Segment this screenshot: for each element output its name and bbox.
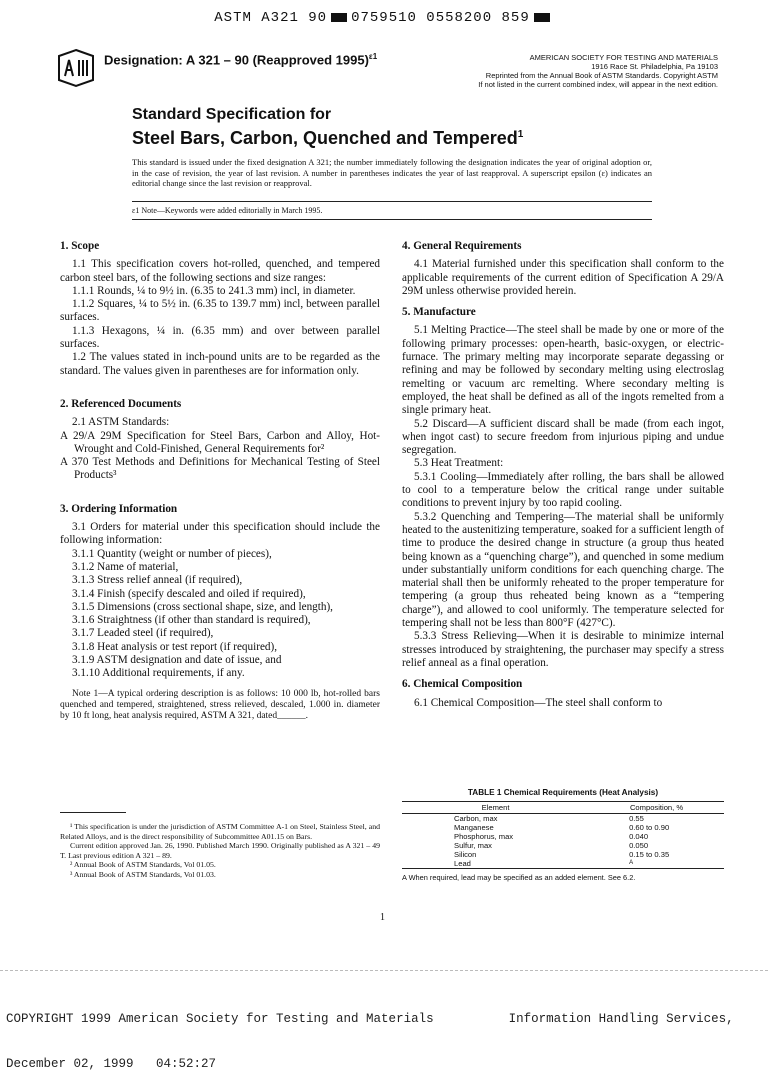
list-item: 3.1.10 Additional requirements, if any. (72, 667, 245, 680)
divider (132, 201, 652, 202)
footer-line-1: COPYRIGHT 1999 American Society for Testing and Materials Information Handling Services, (6, 1012, 734, 1026)
table-cell: Lead (402, 859, 589, 869)
intro-paragraph: This standard is issued under the fixed designation A 321; the number immediately following the designation indicates the year of original adoption or, in the case of revision, the year of last revision. A number in parentheses indicates the year of last reapproval. A superscript epsilon (ε) indicates an editorial change since the last revision or reapproval. (132, 157, 652, 188)
footnote: Current edition approved Jan. 26, 1990. Published March 1990. Originally published as A 321 – 49 T. Last previous edition A 321 – 89. (60, 841, 380, 860)
list-item: 3.1.6 Straightness (if other than standard is required), (72, 614, 311, 627)
title-superscript: 1 (517, 129, 524, 140)
table-row (402, 823, 724, 832)
footnotes (60, 822, 380, 880)
section-heading-chemical-composition: 6. Chemical Composition (402, 678, 523, 691)
table-header-element: Element (402, 802, 589, 814)
publisher-block (418, 53, 718, 89)
paragraph: 5.1 Melting Practice—The steel shall be made by one or more of the following primary processes: open-hearth, basic-oxygen, or electric-furnace. The primary melting may incorporate separate degassing or refining and may be followed by secondary melting using electroslag remelting or vacuum arc remelting. Where secondary melting is employed, the heat shall be defined as all of the ingots remelted from a single primary heat. (402, 324, 724, 417)
section-heading-manufacture: 5. Manufacture (402, 306, 476, 319)
list-item: 3.1.7 Leaded steel (if required), (72, 627, 214, 640)
paragraph: 2.1 ASTM Standards: (72, 416, 170, 429)
footer-line-2: December 02, 1999 04:52:27 (6, 1057, 217, 1071)
paragraph: 3.1 Orders for material under this specification should include the following information: (60, 521, 380, 547)
black-block-icon (534, 13, 550, 22)
list-item: 3.1.8 Heat analysis or test report (if required), (72, 640, 278, 653)
table-footnote: A When required, lead may be specified as an added element. See 6.2. (402, 873, 636, 882)
document-code-left: ASTM A321 90 (214, 10, 328, 26)
table-cell: Manganese (454, 823, 494, 832)
document-title (132, 105, 523, 148)
designation-text: Designation: A 321 – 90 (Reapproved 1995) (104, 52, 369, 68)
editorial-note: ε1 Note—Keywords were added editorially in March 1995. (132, 206, 323, 215)
designation (104, 52, 377, 67)
paragraph: 1.1.1 Rounds, ¼ to 9½ in. (6.35 to 241.3 mm) incl, in diameter. (72, 284, 356, 297)
table-cell: A (589, 859, 724, 869)
black-block-icon (331, 13, 347, 22)
footnote: ² Annual Book of ASTM Standards, Vol 01.05. (70, 860, 216, 870)
page-number: 1 (380, 912, 385, 923)
paragraph: 5.3.2 Quenching and Tempering—The material shall be uniformly heated to the austenitizing temperature, soaked for a sufficient length of time to produce the desired change in structure (a group thus heated being known as a “quenching charge”), and quenched in some medium under substantially uniform conditions for each quenching charge. The material shall then be uniformly reheated to the proper temperature for tempering (a group thus reheated being known as a “tempering charge”), and allowed to cool uniformly. The temperature selected for tempering shall not be less than 800°F (427°C). (402, 510, 724, 630)
left-column (60, 240, 380, 722)
document-code-middle: 0759510 0558200 859 (351, 10, 530, 26)
paragraph: 4.1 Material furnished under this specification shall conform to the applicable requirements of the current edition of Specification A 29/A 29M unless otherwise provided herein. (402, 258, 724, 297)
ordering-note: Note 1—A typical ordering description is as follows: 10 000 lb, hot-rolled bars quenched and tempered, straightened, stress relieved, descaled, 1.000 in. diameter by 10 ft long, heat analysis required, ASTM A 321, dated______. (60, 688, 380, 721)
title-line-1: Standard Specification for (132, 106, 332, 123)
footnote: ³ Annual Book of ASTM Standards, Vol 01.03. (70, 869, 216, 879)
copyright-footer (6, 982, 734, 1087)
right-column (402, 240, 724, 710)
table-cell: 0.55 (629, 814, 644, 823)
chemical-requirements-table (402, 788, 724, 882)
footnote-divider (60, 812, 126, 813)
title-line-2: Steel Bars, Carbon, Quenched and Tempered (132, 128, 518, 148)
list-item: 3.1.5 Dimensions (cross sectional shape, size, and length), (72, 600, 333, 613)
table-cell: 0.15 to 0.35 (629, 850, 670, 859)
paragraph: 5.3.1 Cooling—Immediately after rolling, the bars shall be allowed to cool to a temperature below the critical range under suitable conditions to prevent injury by too rapid cooling. (402, 470, 724, 510)
section-heading-ordering-information: 3. Ordering Information (60, 502, 178, 515)
table-row (402, 841, 724, 850)
table-cell: Sulfur, max (454, 841, 492, 850)
table-cell: Silicon (454, 850, 477, 859)
publisher-line: AMERICAN SOCIETY FOR TESTING AND MATERIALS (529, 53, 718, 62)
astm-logo-icon (56, 48, 96, 88)
reference-item: A 370 Test Methods and Definitions for Mechanical Testing of Steel Products³ (60, 456, 380, 482)
paragraph: 6.1 Chemical Composition—The steel shall conform to (414, 696, 663, 709)
document-code-line (0, 10, 768, 26)
list-item: 3.1.1 Quantity (weight or number of pieces), (72, 547, 272, 560)
publisher-line: Reprinted from the Annual Book of ASTM Standards. Copyright ASTM (485, 71, 718, 80)
table-cell: 0.050 (629, 841, 649, 850)
list-item: 3.1.3 Stress relief anneal (if required), (72, 574, 243, 587)
section-heading-referenced-documents: 2. Referenced Documents (60, 397, 182, 410)
list-item: 3.1.4 Finish (specify descaled and oiled if required), (72, 587, 306, 600)
section-heading-general-requirements: 4. General Requirements (402, 240, 522, 252)
publisher-line: If not listed in the current combined index, will appear in the next edition. (478, 80, 718, 89)
paragraph: 5.3.3 Stress Relieving—When it is desirable to minimize internal stresses introduced by straightening, the purchaser may specify a stress relief anneal as a final operation. (402, 630, 724, 669)
table-header-composition: Composition, % (589, 802, 724, 814)
footer-divider (0, 970, 768, 971)
divider (132, 219, 652, 220)
paragraph: 5.3 Heat Treatment: (414, 457, 504, 470)
publisher-line: 1916 Race St. Philadelphia, Pa 19103 (591, 62, 718, 71)
paragraph: 1.1.3 Hexagons, ¼ in. (6.35 mm) and over between parallel surfaces. (60, 324, 380, 351)
designation-superscript: ε1 (368, 52, 378, 61)
paragraph: 1.1 This specification covers hot-rolled, quenched, and tempered carbon steel bars, of the following sections and size ranges: (60, 258, 380, 284)
table-cell: 0.040 (629, 832, 649, 841)
reference-item: A 29/A 29M Specification for Steel Bars, Carbon and Alloy, Hot-Wrought and Cold-Finished, General Requirements for² (60, 429, 380, 455)
table-row (402, 832, 724, 841)
table-cell: 0.60 to 0.90 (629, 823, 670, 832)
table-row (402, 850, 724, 859)
list-item: 3.1.2 Name of material, (72, 560, 179, 573)
paragraph: 1.2 The values stated in inch-pound units are to be regarded as the standard. The values given in parentheses are for information only. (60, 351, 380, 377)
paragraph: 5.2 Discard—A sufficient discard shall be made (from each ingot, when ingot cast) to secure freedom from injurious piping and undue segregation. (402, 417, 724, 457)
table-cell: Carbon, max (454, 814, 498, 823)
table-row (402, 859, 724, 869)
paragraph: 1.1.2 Squares, ¼ to 5½ in. (6.35 to 139.7 mm) incl, between parallel surfaces. (60, 298, 380, 324)
section-heading-scope: 1. Scope (60, 240, 100, 252)
table-cell: Phosphorus, max (454, 832, 514, 841)
footnote: ¹ This specification is under the jurisdiction of ASTM Committee A-1 on Steel, Stainless Steel, and Related Alloys, and is the direct responsibility of Subcommittee A01.15 on Bars. (60, 822, 380, 841)
table-row (402, 814, 724, 824)
list-item: 3.1.9 ASTM designation and date of issue, and (72, 654, 282, 667)
table-title: TABLE 1 Chemical Requirements (Heat Analysis) (467, 788, 659, 797)
